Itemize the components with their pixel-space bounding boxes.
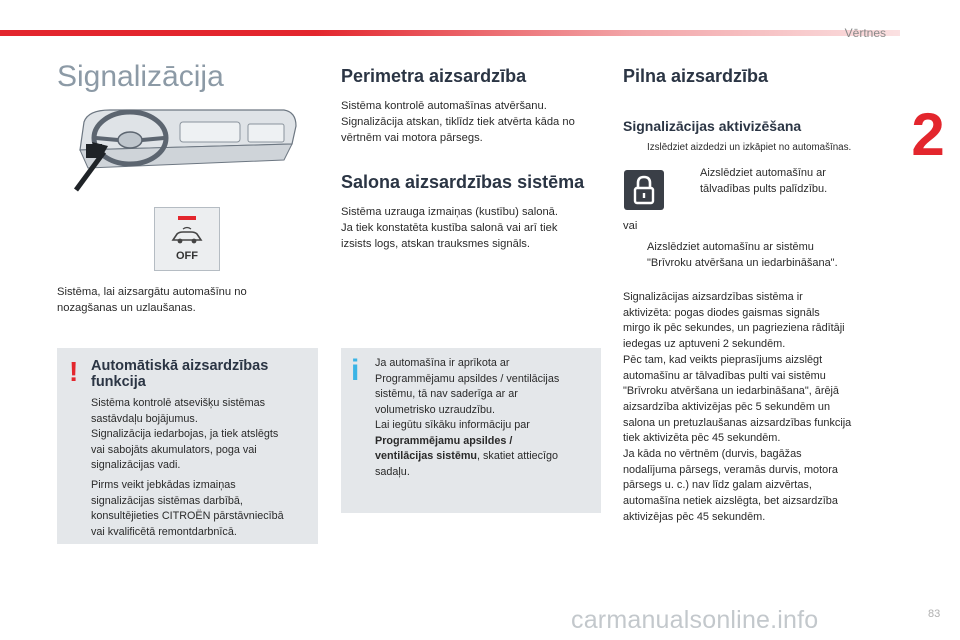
perimeter-heading: Perimetra aizsardzība [341, 66, 527, 86]
off-label: OFF [176, 250, 198, 262]
page-title: Signalizācija [57, 60, 224, 93]
info-text-start: Ja automašīna ir aprīkota ar Programmējamu apsildes / ventilācijas sistēmu, tā nav saderīga ar ar volumetrisko uzraudzību. Lai iegūtu sīkāku informāciju par [375, 357, 560, 431]
perimeter-text: Sistēma kontrolē automašīnas atvēršanu. Signalizācija atskan, tiklīdz tiek atvērta kāda no vērtnēm vai motora pārsegs. [341, 100, 575, 144]
step-lock-remote [676, 166, 896, 197]
interior-text: Sistēma uzrauga izmaiņas (kustību) salonā. Ja tiek konstatēta kustība salonā vai arī tiek izsists logs, atskan trauksmes signāls. [341, 206, 559, 250]
activation-description: Signalizācijas aizsardzības sistēma ir aktivizēta: pogas diodes gaismas signāls mirgo ik pēc sekundes, un pagrieziena rādītāji iedegas uz aptuveni 2 sekundēm. Pēc tam, kad veikts pieprasījums aizslēgt automašīnu ar tālvadības pulti vai sistēmu "Brīvroku atvēršana un iedarbināšana", ārējā aizsardzība aktivizējas pēc 5 sekundēm un salona un pretuzlaušanas aizsardzības funkcija tiek aktivizēta pēc 45 sekundēm. Ja kāda no vērtnēm (durvis, bagāžas nodalījuma pārsegs, veramās durvis, motora pārsegs u. c.) nav līdz galam aizvērtas, automašīna netiek aizslēgta, bet aizsardzība aktivizējas pēc 45 sekundēm. [623, 291, 852, 523]
step-text: Aizslēdziet automašīnu ar tālvadības pults palīdzību. [700, 167, 828, 195]
step-text: Izslēdziet aizdedzi un izkāpiet no automašīnas. [647, 142, 852, 153]
warning-icon: ! [69, 356, 79, 387]
full-protection-heading: Pilna aizsardzība [623, 66, 769, 86]
or-label: vai [623, 220, 638, 232]
warning-box [57, 348, 318, 544]
warning-paragraph-1: Sistēma kontrolē atsevišķu sistēmas sastāvdaļu bojājumus. Signalizācija iedarbojas, ja tiek atslēgts vai sabojāts akumulators, poga vai signalizācijas vadi. [91, 397, 279, 471]
car-alarm-icon [169, 226, 205, 246]
alarm-description: Sistēma, lai aizsargātu automašīnu no nozagšanas un uzlaušanas. [57, 286, 247, 314]
interior-heading: Salona aizsardzības sistēma [341, 172, 585, 192]
info-text-end: , skatiet attiecīgo sadaļu. [375, 450, 559, 478]
section-name: Vērtnes [844, 26, 886, 40]
page-number: 83 [928, 608, 941, 620]
lock-button-image [624, 170, 664, 210]
dashboard-illustration [70, 100, 302, 195]
activation-heading: Signalizācijas aktivizēšana [623, 118, 802, 134]
info-box [341, 348, 601, 513]
button-led [178, 216, 196, 220]
warning-paragraph-2: Pirms veikt jebkādas izmaiņas signalizācijas sistēmas darbībā, konsultējieties CITROËN pārstāvniecībā vai kvalificētā remontdarbnīcā. [91, 479, 284, 538]
step-lock-handsfree [623, 240, 903, 271]
step-text: Aizslēdziet automašīnu ar sistēmu "Brīvroku atvēršana un iedarbināšana". [647, 241, 838, 269]
info-icon: i [351, 354, 360, 387]
chapter-number: 2 [911, 101, 945, 168]
header-accent-bar [0, 30, 900, 36]
watermark: carmanualsonline.info [571, 606, 819, 634]
step-ignition-off [623, 140, 893, 156]
warning-title: Automātiskā aizsardzības funkcija [91, 358, 269, 390]
info-text-bold: Programmējamu apsildes / ventilācijas sistēmu [375, 434, 513, 462]
padlock-icon [624, 170, 664, 210]
info-text [375, 356, 597, 480]
alarm-off-button-image [154, 207, 220, 271]
